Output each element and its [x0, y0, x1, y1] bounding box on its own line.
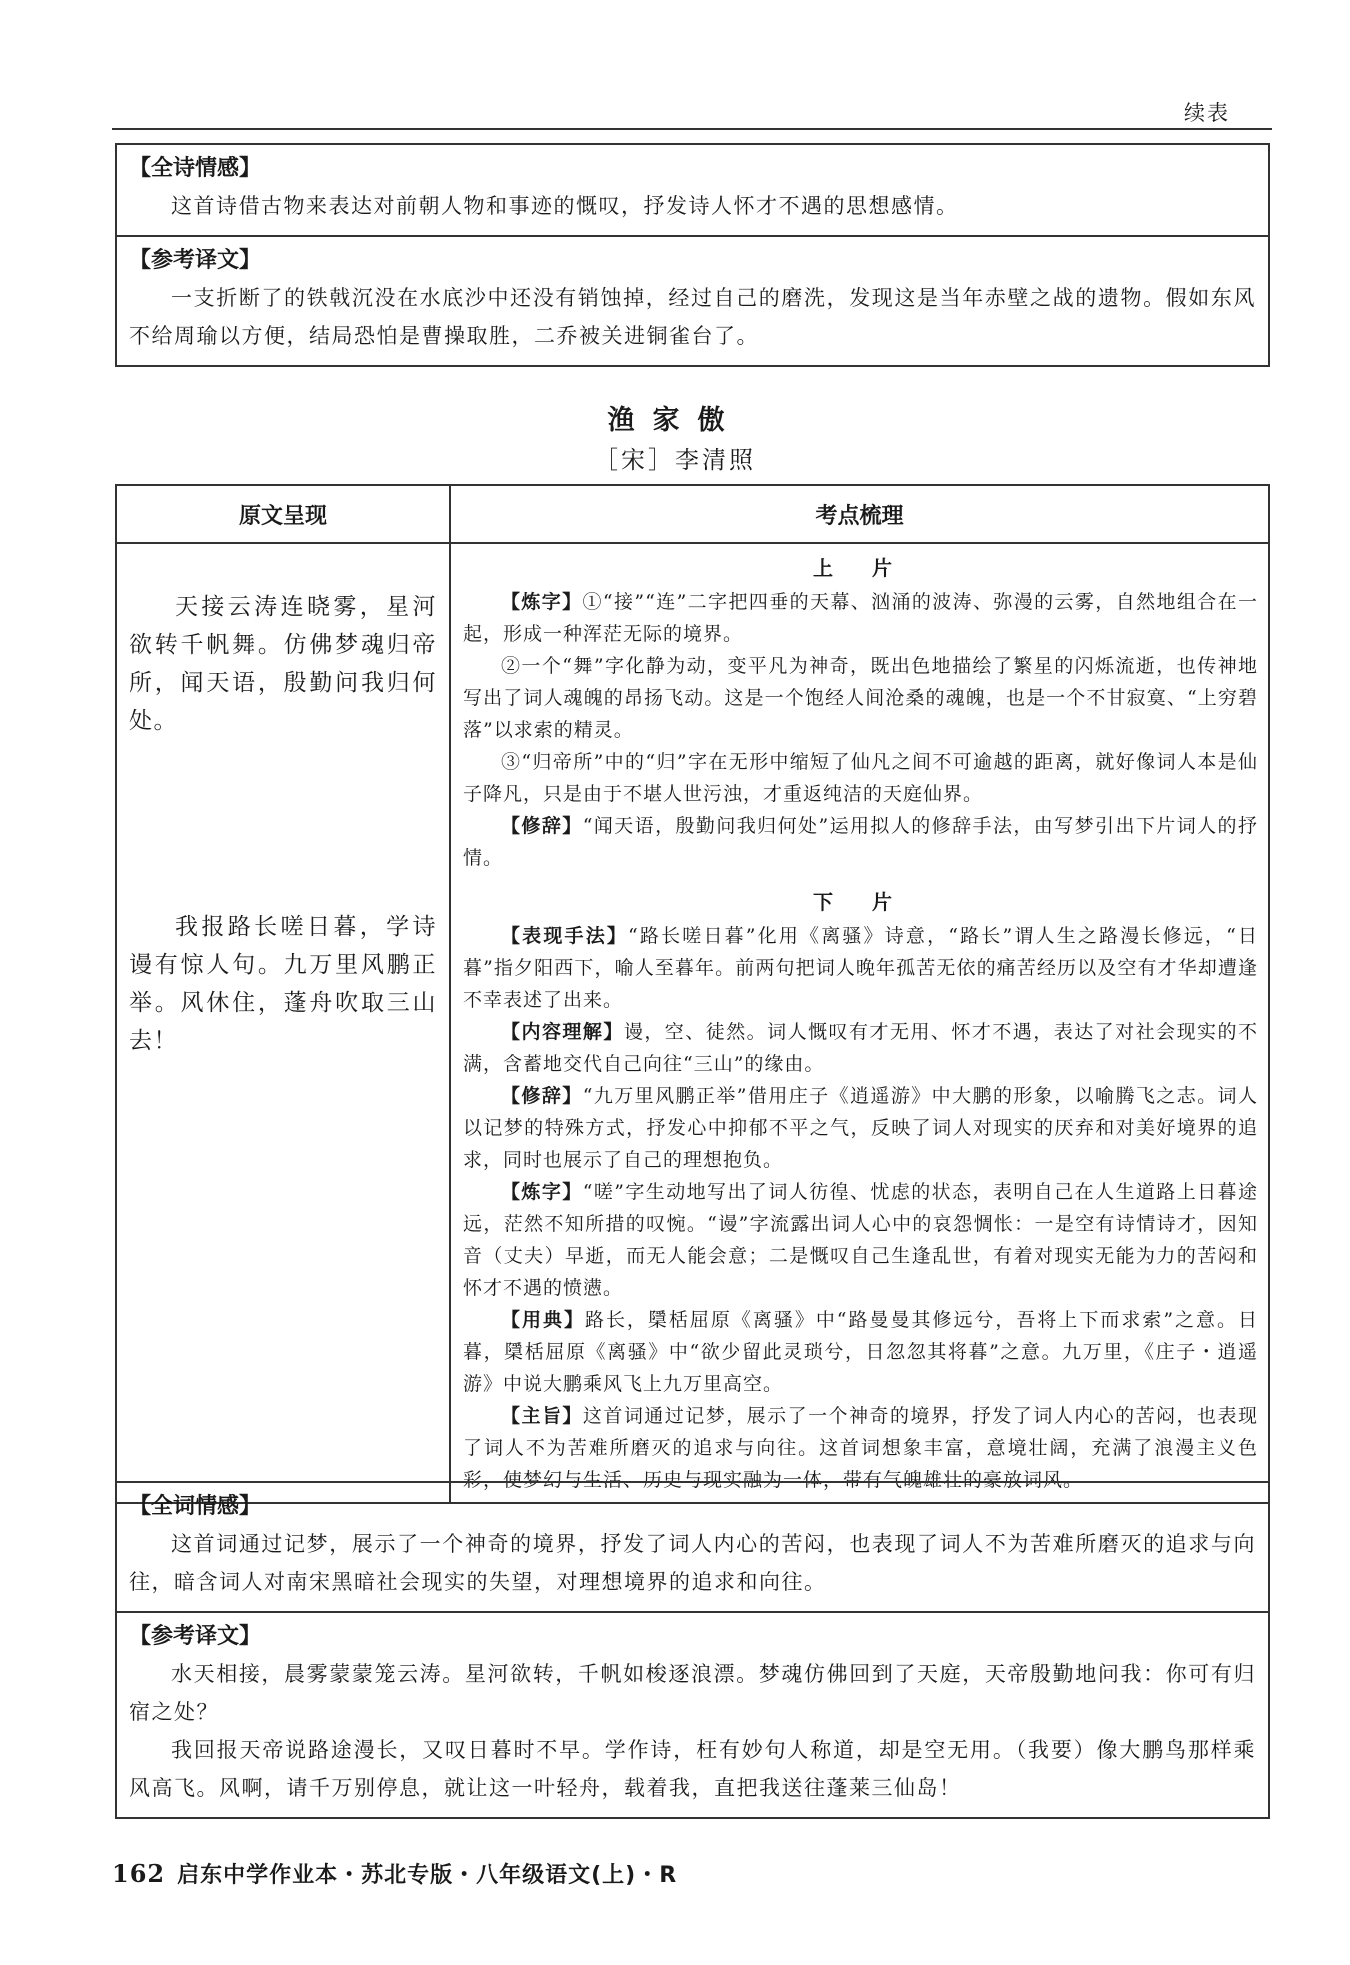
item-text: 谩，空、徒然。词人慨叹有才无用、怀才不遇，表达了对社会现实的不满，含蓄地交代自己向往“三山”的缘由。: [463, 1021, 1258, 1075]
poem-emotion-section: [117, 145, 1268, 235]
item-tag: 【修辞】: [501, 1085, 583, 1107]
page-number: 162: [112, 1859, 166, 1888]
item-tag: 【修辞】: [501, 815, 583, 837]
item-tag: 【炼字】: [501, 591, 583, 613]
item-tag: 【用典】: [501, 1309, 585, 1331]
original-lower-text: 我报路长嗟日暮，学诗谩有惊人句。九万里风鹏正举。风休住，蓬舟吹取三山去！: [129, 914, 437, 1054]
analysis-item: [463, 586, 1258, 650]
item-text: “九万里风鹏正举”借用庄子《逍遥游》中大鹏的形象，以喻腾飞之志。词人以记梦的特殊方式，抒发心中抑郁不平之气，反映了词人对现实的厌弃和对美好境界的追求，同时也展示了自己的理想抱负。: [463, 1085, 1258, 1171]
item-tag: 【炼字】: [501, 1181, 583, 1203]
item-text: ③“归帝所”中的“归”字在无形中缩短了仙凡之间不可逾越的距离，就好像词人本是仙子降凡，只是由于不堪人世污浊，才重返纯洁的天庭仙界。: [463, 751, 1258, 805]
analysis-upper-cell: [450, 543, 1269, 1503]
top-rule: [112, 128, 1272, 130]
col-header-original: 原文呈现: [116, 485, 450, 543]
poem-title: 渔家傲: [607, 405, 743, 436]
table-row-upper: [116, 543, 1269, 1503]
item-text: “闻天语，殷勤问我归何处”运用拟人的修辞手法，由写梦引出下片词人的抒情。: [463, 815, 1258, 869]
item-tag: 【主旨】: [501, 1405, 583, 1427]
upper-heading: 上 片: [813, 556, 908, 580]
ci-translation-text-2: 我回报天帝说路途漫长，又叹日暮时不早。学作诗，枉有妙句人称道，却是空无用。（我要）像大鹏鸟那样乘风高飞。风啊，请千万别停息，就让这一叶轻舟，载着我，直把我送往蓬莱三仙岛！: [129, 1738, 1256, 1800]
original-upper-text: 天接云涛连晓雾，星河欲转千帆舞。仿佛梦魂归帝所，闻天语，殷勤问我归何处。: [129, 594, 437, 734]
ci-emotion-text: 这首词通过记梦，展示了一个神奇的境界，抒发了词人内心的苦闷，也表现了词人不为苦难所磨灭的追求与向往，暗含词人对南宋黑暗社会现实的失望，对理想境界的追求和向往。: [129, 1532, 1256, 1594]
poem-translation-text: 一支折断了的铁戟沉没在水底沙中还没有销蚀掉，经过自己的磨洗，发现这是当年赤壁之战的遗物。假如东风不给周瑜以方便，结局恐怕是曹操取胜，二乔被关进铜雀台了。: [129, 286, 1256, 348]
analysis-item: [463, 1016, 1258, 1080]
item-text: ①“接”“连”二字把四垂的天幕、汹涌的波涛、弥漫的云雾，自然地组合在一起，形成一种浑茫无际的境界。: [463, 591, 1258, 645]
item-text: 路长，檃栝屈原《离骚》中“路曼曼其修远兮，吾将上下而求索”之意。日暮，檃栝屈原《离骚》中“欲少留此灵琐兮，日忽忽其将暮”之意。九万里，《庄子・逍遥游》中说大鹏乘风飞上九万里高空。: [463, 1309, 1258, 1395]
item-text: “嗟”字生动地写出了词人彷徨、忧虑的状态，表明自己在人生道路上日暮途远，茫然不知所措的叹惋。“谩”字流露出词人心中的哀怨惆怅：一是空有诗情诗才，因知音（丈夫）早逝，而无人能会意；二是慨叹自己生逢乱世，有着对现实无能为力的苦闷和怀才不遇的愤懑。: [463, 1181, 1258, 1299]
poem-emotion-label: 【全诗情感】: [129, 156, 262, 181]
poem-translation-section: [117, 235, 1268, 365]
ci-translation-label: 【参考译文】: [129, 1624, 262, 1649]
ci-translation-section: [117, 1611, 1268, 1817]
page-footer: [112, 1858, 677, 1889]
analysis-item: [463, 1080, 1258, 1176]
book-title: 启东中学作业本・苏北专版・八年级语文(上)・R: [177, 1863, 678, 1888]
item-tag: 【内容理解】: [501, 1021, 624, 1043]
poem-translation-label: 【参考译文】: [129, 248, 262, 273]
analysis-item: [463, 746, 1258, 810]
poem-emotion-text: 这首诗借古物来表达对前朝人物和事迹的慨叹，抒发诗人怀才不遇的思想感情。: [171, 194, 959, 218]
analysis-item: [463, 650, 1258, 746]
item-tag: 【表现手法】: [501, 925, 629, 947]
analysis-item: [463, 1304, 1258, 1400]
item-text: 这首词通过记梦，展示了一个神奇的境界，抒发了词人内心的苦闷，也表现了词人不为苦难所磨灭的追求与向往。这首词想象丰富，意境壮阔，充满了浪漫主义色彩，使梦幻与生活、历史与现实融为一体，带有气魄雄壮的豪放词风。: [463, 1405, 1258, 1491]
table-header-row: [116, 485, 1269, 543]
analysis-item: [463, 1176, 1258, 1304]
ci-summary-box: [115, 1481, 1270, 1819]
continued-label: 续表: [1184, 101, 1230, 125]
previous-poem-summary-box: [115, 143, 1270, 367]
item-text: ②一个“舞”字化静为动，变平凡为神奇，既出色地描绘了繁星的闪烁流逝，也传神地写出了词人魂魄的昂扬飞动。这是一个饱经人间沧桑的魂魄，也是一个不甘寂寞、“上穷碧落”以求索的精灵。: [463, 655, 1258, 741]
ci-emotion-section: [117, 1483, 1268, 1611]
ci-emotion-label: 【全词情感】: [129, 1494, 262, 1519]
poem-author: ［宋］李清照: [594, 446, 756, 474]
analysis-item: [463, 920, 1258, 1016]
lower-heading: 下 片: [813, 890, 908, 914]
col-header-analysis: 考点梳理: [450, 485, 1269, 543]
original-upper-cell: [116, 543, 450, 1503]
analysis-item: [463, 810, 1258, 874]
analysis-table: [115, 484, 1270, 1504]
item-text: “路长嗟日暮”化用《离骚》诗意，“路长”谓人生之路漫长修远，“日暮”指夕阳西下，喻人至暮年。前两句把词人晚年孤苦无依的痛苦经历以及空有才华却遭逢不幸表述了出来。: [463, 925, 1258, 1011]
ci-translation-text-1: 水天相接，晨雾蒙蒙笼云涛。星河欲转，千帆如梭逐浪漂。梦魂仿佛回到了天庭，天帝殷勤地问我：你可有归宿之处？: [129, 1662, 1256, 1724]
